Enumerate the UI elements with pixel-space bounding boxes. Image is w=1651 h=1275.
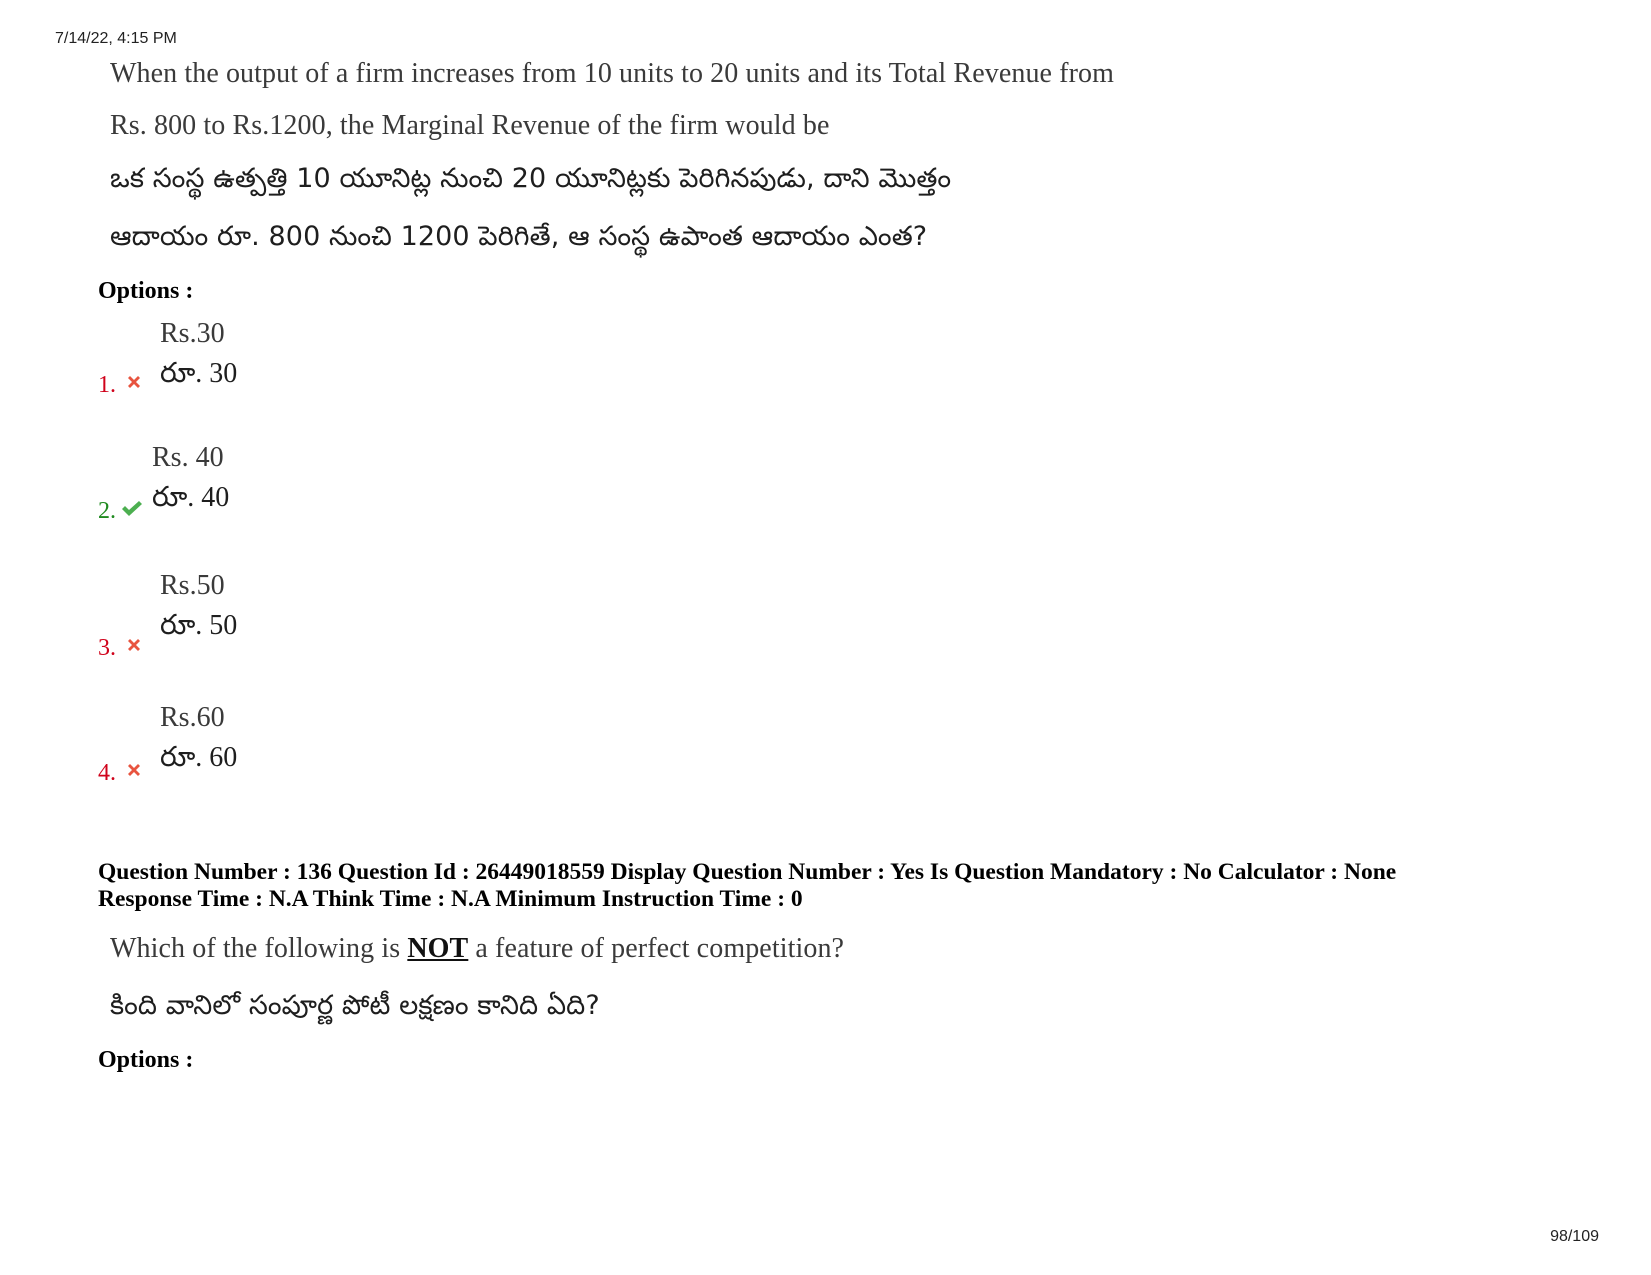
option-text-te: రూ. 30 xyxy=(160,358,238,389)
question-text-en xyxy=(110,933,844,965)
question-text-en-line-1: When the output of a firm increases from 10 units to 20 units and its Total Revenue from xyxy=(110,58,1115,89)
option-image xyxy=(160,566,237,646)
option-image xyxy=(160,314,237,394)
question-text-te-line-2: ఆదాయం రూ. 800 నుంచి 1200 పెరిగితే, ఆ సంస్థ ఉపాంత ఆదాయం ఎంత? xyxy=(110,221,928,252)
option-number: 3. xyxy=(98,635,116,661)
check-icon xyxy=(120,499,144,519)
option-image xyxy=(152,438,229,518)
option-number: 1. xyxy=(98,372,116,398)
option-text-en: Rs. 40 xyxy=(152,442,224,473)
options-label: Options : xyxy=(98,278,194,304)
question-image xyxy=(100,55,1300,285)
option-text-en: Rs.50 xyxy=(160,570,225,601)
question-text-te-line-1: ఒక సంస్థ ఉత్పత్తి 10 యూనిట్ల నుంచి 20 యూనిట్లకు పెరిగినపుడు, దాని మొత్తం xyxy=(110,163,952,194)
question-meta-line-2: Response Time : N.A Think Time : N.A Minimum Instruction Time : 0 xyxy=(98,886,803,912)
cross-icon xyxy=(124,372,144,392)
option-text-te: రూ. 60 xyxy=(160,742,238,773)
options-label: Options : xyxy=(98,1047,194,1073)
question-text-te: కింది వానిలో సంపూర్ణ పోటీ లక్షణం కానిది ఏది? xyxy=(110,990,600,1021)
question-image xyxy=(100,930,1000,1040)
question-text-en-line-2: Rs. 800 to Rs.1200, the Marginal Revenue of the firm would be xyxy=(110,110,830,141)
question-meta-line-1: Question Number : 136 Question Id : 26449018559 Display Question Number : Yes Is Question Mandatory : No Calculator : None xyxy=(98,859,1397,885)
option-text-te: రూ. 40 xyxy=(152,482,230,513)
question-text-en-after: a feature of perfect competition? xyxy=(468,933,845,964)
page-number: 98/109 xyxy=(1550,1228,1599,1245)
option-text-en: Rs.30 xyxy=(160,318,225,349)
cross-icon xyxy=(124,760,144,780)
question-text-en-before: Which of the following is xyxy=(110,933,408,964)
option-number: 4. xyxy=(98,760,116,786)
emphasis-not: NOT xyxy=(407,933,469,964)
option-number: 2. xyxy=(98,498,116,524)
option-text-te: రూ. 50 xyxy=(160,610,238,641)
header-timestamp: 7/14/22, 4:15 PM xyxy=(55,30,177,47)
option-text-en: Rs.60 xyxy=(160,702,225,733)
option-image xyxy=(160,698,237,778)
cross-icon xyxy=(124,635,144,655)
